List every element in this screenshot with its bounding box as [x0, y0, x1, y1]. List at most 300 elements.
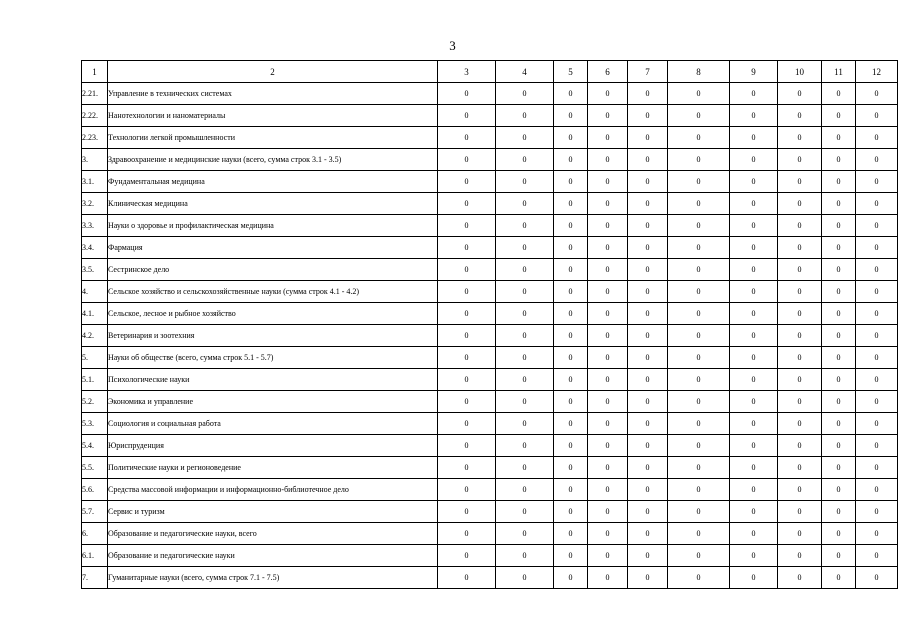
cell-value: 0	[496, 149, 554, 171]
cell-value: 0	[628, 369, 668, 391]
row-name: Сервис и туризм	[108, 501, 438, 523]
cell-value: 0	[496, 479, 554, 501]
cell-value: 0	[668, 105, 730, 127]
cell-value: 0	[554, 523, 588, 545]
cell-value: 0	[822, 259, 856, 281]
cell-value: 0	[730, 567, 778, 589]
cell-value: 0	[438, 259, 496, 281]
cell-value: 0	[668, 281, 730, 303]
cell-value: 0	[628, 127, 668, 149]
table-row	[82, 193, 898, 215]
cell-value: 0	[438, 325, 496, 347]
row-name: Сельское, лесное и рыбное хозяйство	[108, 303, 438, 325]
cell-value: 0	[730, 215, 778, 237]
row-name: Политические науки и регионоведение	[108, 457, 438, 479]
cell-value: 0	[856, 545, 898, 567]
table-row	[82, 149, 898, 171]
row-name: Образование и педагогические науки	[108, 545, 438, 567]
cell-value: 0	[438, 391, 496, 413]
cell-value: 0	[554, 259, 588, 281]
cell-value: 0	[856, 193, 898, 215]
row-code: 5.1.	[82, 369, 108, 391]
cell-value: 0	[668, 391, 730, 413]
cell-value: 0	[730, 105, 778, 127]
cell-value: 0	[778, 237, 822, 259]
cell-value: 0	[730, 523, 778, 545]
cell-value: 0	[496, 193, 554, 215]
cell-value: 0	[588, 545, 628, 567]
cell-value: 0	[588, 83, 628, 105]
cell-value: 0	[668, 149, 730, 171]
row-code: 3.4.	[82, 237, 108, 259]
column-header-4: 4	[496, 61, 554, 83]
cell-value: 0	[822, 435, 856, 457]
row-code: 7.	[82, 567, 108, 589]
cell-value: 0	[730, 259, 778, 281]
table-row	[82, 391, 898, 413]
row-name: Науки о здоровье и профилактическая медицина	[108, 215, 438, 237]
row-code: 2.23.	[82, 127, 108, 149]
row-name: Сельское хозяйство и сельскохозяйственные науки (сумма строк 4.1 - 4.2)	[108, 281, 438, 303]
cell-value: 0	[778, 479, 822, 501]
cell-value: 0	[554, 281, 588, 303]
row-name: Нанотехнологии и наноматериалы	[108, 105, 438, 127]
cell-value: 0	[496, 457, 554, 479]
page-number: 3	[449, 38, 456, 53]
cell-value: 0	[778, 347, 822, 369]
cell-value: 0	[668, 127, 730, 149]
table-row	[82, 523, 898, 545]
cell-value: 0	[628, 457, 668, 479]
cell-value: 0	[554, 435, 588, 457]
cell-value: 0	[856, 105, 898, 127]
cell-value: 0	[668, 479, 730, 501]
cell-value: 0	[668, 171, 730, 193]
cell-value: 0	[628, 171, 668, 193]
cell-value: 0	[588, 479, 628, 501]
cell-value: 0	[856, 347, 898, 369]
row-name: Науки об обществе (всего, сумма строк 5.1 - 5.7)	[108, 347, 438, 369]
cell-value: 0	[496, 281, 554, 303]
cell-value: 0	[668, 237, 730, 259]
cell-value: 0	[778, 545, 822, 567]
cell-value: 0	[496, 325, 554, 347]
cell-value: 0	[668, 325, 730, 347]
column-header-5: 5	[554, 61, 588, 83]
column-header-10: 10	[778, 61, 822, 83]
row-name: Фармация	[108, 237, 438, 259]
row-code: 5.7.	[82, 501, 108, 523]
cell-value: 0	[730, 413, 778, 435]
header-row	[82, 61, 898, 83]
cell-value: 0	[822, 457, 856, 479]
cell-value: 0	[588, 347, 628, 369]
cell-value: 0	[628, 193, 668, 215]
cell-value: 0	[778, 171, 822, 193]
cell-value: 0	[496, 545, 554, 567]
cell-value: 0	[554, 193, 588, 215]
cell-value: 0	[856, 523, 898, 545]
cell-value: 0	[778, 303, 822, 325]
row-code: 5.4.	[82, 435, 108, 457]
cell-value: 0	[668, 457, 730, 479]
cell-value: 0	[778, 501, 822, 523]
cell-value: 0	[730, 369, 778, 391]
cell-value: 0	[554, 457, 588, 479]
row-code: 5.3.	[82, 413, 108, 435]
row-name: Социология и социальная работа	[108, 413, 438, 435]
cell-value: 0	[822, 413, 856, 435]
cell-value: 0	[588, 457, 628, 479]
column-header-9: 9	[730, 61, 778, 83]
cell-value: 0	[588, 171, 628, 193]
cell-value: 0	[588, 523, 628, 545]
cell-value: 0	[496, 237, 554, 259]
cell-value: 0	[730, 281, 778, 303]
cell-value: 0	[588, 193, 628, 215]
row-code: 2.22.	[82, 105, 108, 127]
cell-value: 0	[668, 501, 730, 523]
cell-value: 0	[822, 303, 856, 325]
cell-value: 0	[588, 127, 628, 149]
cell-value: 0	[822, 545, 856, 567]
table-row	[82, 479, 898, 501]
cell-value: 0	[438, 567, 496, 589]
table-row	[82, 567, 898, 589]
row-name: Средства массовой информации и информационно-библиотечное дело	[108, 479, 438, 501]
cell-value: 0	[856, 281, 898, 303]
cell-value: 0	[554, 391, 588, 413]
cell-value: 0	[496, 391, 554, 413]
cell-value: 0	[554, 545, 588, 567]
cell-value: 0	[856, 127, 898, 149]
cell-value: 0	[730, 347, 778, 369]
cell-value: 0	[628, 567, 668, 589]
cell-value: 0	[822, 347, 856, 369]
cell-value: 0	[778, 259, 822, 281]
cell-value: 0	[668, 435, 730, 457]
cell-value: 0	[496, 413, 554, 435]
row-code: 3.5.	[82, 259, 108, 281]
row-code: 3.2.	[82, 193, 108, 215]
cell-value: 0	[856, 567, 898, 589]
cell-value: 0	[588, 303, 628, 325]
cell-value: 0	[628, 523, 668, 545]
cell-value: 0	[822, 479, 856, 501]
row-name: Клиническая медицина	[108, 193, 438, 215]
row-code: 6.	[82, 523, 108, 545]
cell-value: 0	[496, 83, 554, 105]
cell-value: 0	[778, 413, 822, 435]
row-code: 4.	[82, 281, 108, 303]
statistics-table	[81, 60, 898, 589]
cell-value: 0	[496, 215, 554, 237]
cell-value: 0	[730, 545, 778, 567]
row-name: Психологические науки	[108, 369, 438, 391]
cell-value: 0	[856, 325, 898, 347]
cell-value: 0	[668, 259, 730, 281]
cell-value: 0	[730, 193, 778, 215]
cell-value: 0	[438, 369, 496, 391]
cell-value: 0	[856, 479, 898, 501]
cell-value: 0	[628, 83, 668, 105]
cell-value: 0	[856, 501, 898, 523]
cell-value: 0	[730, 149, 778, 171]
cell-value: 0	[588, 369, 628, 391]
cell-value: 0	[856, 149, 898, 171]
cell-value: 0	[588, 215, 628, 237]
cell-value: 0	[588, 413, 628, 435]
cell-value: 0	[822, 281, 856, 303]
cell-value: 0	[496, 369, 554, 391]
cell-value: 0	[438, 523, 496, 545]
cell-value: 0	[822, 391, 856, 413]
cell-value: 0	[554, 325, 588, 347]
row-name: Образование и педагогические науки, всего	[108, 523, 438, 545]
cell-value: 0	[554, 567, 588, 589]
cell-value: 0	[628, 347, 668, 369]
cell-value: 0	[856, 369, 898, 391]
cell-value: 0	[778, 435, 822, 457]
cell-value: 0	[438, 435, 496, 457]
cell-value: 0	[628, 215, 668, 237]
column-header-7: 7	[628, 61, 668, 83]
cell-value: 0	[856, 215, 898, 237]
cell-value: 0	[668, 347, 730, 369]
row-code: 5.6.	[82, 479, 108, 501]
cell-value: 0	[856, 457, 898, 479]
table-row	[82, 105, 898, 127]
cell-value: 0	[668, 369, 730, 391]
table-row	[82, 281, 898, 303]
table-row	[82, 259, 898, 281]
cell-value: 0	[628, 501, 668, 523]
cell-value: 0	[628, 149, 668, 171]
cell-value: 0	[588, 325, 628, 347]
cell-value: 0	[554, 413, 588, 435]
cell-value: 0	[554, 105, 588, 127]
cell-value: 0	[730, 127, 778, 149]
cell-value: 0	[588, 149, 628, 171]
table-row	[82, 457, 898, 479]
cell-value: 0	[856, 171, 898, 193]
cell-value: 0	[856, 237, 898, 259]
cell-value: 0	[730, 435, 778, 457]
cell-value: 0	[822, 325, 856, 347]
row-code: 3.3.	[82, 215, 108, 237]
cell-value: 0	[730, 303, 778, 325]
cell-value: 0	[438, 479, 496, 501]
table-row	[82, 215, 898, 237]
cell-value: 0	[554, 303, 588, 325]
cell-value: 0	[554, 83, 588, 105]
cell-value: 0	[668, 303, 730, 325]
cell-value: 0	[730, 391, 778, 413]
cell-value: 0	[628, 325, 668, 347]
cell-value: 0	[822, 501, 856, 523]
cell-value: 0	[822, 237, 856, 259]
cell-value: 0	[438, 105, 496, 127]
cell-value: 0	[822, 523, 856, 545]
cell-value: 0	[588, 391, 628, 413]
table-row	[82, 413, 898, 435]
row-code: 5.	[82, 347, 108, 369]
cell-value: 0	[730, 457, 778, 479]
cell-value: 0	[554, 369, 588, 391]
cell-value: 0	[588, 435, 628, 457]
cell-value: 0	[668, 215, 730, 237]
cell-value: 0	[554, 347, 588, 369]
cell-value: 0	[438, 127, 496, 149]
cell-value: 0	[730, 83, 778, 105]
cell-value: 0	[438, 347, 496, 369]
cell-value: 0	[496, 567, 554, 589]
cell-value: 0	[496, 127, 554, 149]
row-code: 4.1.	[82, 303, 108, 325]
cell-value: 0	[628, 105, 668, 127]
cell-value: 0	[588, 237, 628, 259]
cell-value: 0	[554, 237, 588, 259]
column-header-1: 1	[82, 61, 108, 83]
table-row	[82, 171, 898, 193]
cell-value: 0	[778, 369, 822, 391]
cell-value: 0	[668, 413, 730, 435]
cell-value: 0	[628, 237, 668, 259]
cell-value: 0	[496, 259, 554, 281]
cell-value: 0	[628, 303, 668, 325]
row-code: 4.2.	[82, 325, 108, 347]
cell-value: 0	[554, 479, 588, 501]
row-name: Управление в технических системах	[108, 83, 438, 105]
column-header-6: 6	[588, 61, 628, 83]
cell-value: 0	[438, 215, 496, 237]
cell-value: 0	[554, 127, 588, 149]
cell-value: 0	[588, 501, 628, 523]
cell-value: 0	[438, 413, 496, 435]
cell-value: 0	[438, 545, 496, 567]
row-code: 5.5.	[82, 457, 108, 479]
cell-value: 0	[668, 567, 730, 589]
cell-value: 0	[496, 435, 554, 457]
row-code: 2.21.	[82, 83, 108, 105]
cell-value: 0	[856, 259, 898, 281]
cell-value: 0	[822, 149, 856, 171]
row-code: 6.1.	[82, 545, 108, 567]
column-header-2: 2	[108, 61, 438, 83]
cell-value: 0	[822, 193, 856, 215]
cell-value: 0	[438, 193, 496, 215]
cell-value: 0	[668, 83, 730, 105]
cell-value: 0	[438, 237, 496, 259]
cell-value: 0	[730, 479, 778, 501]
cell-value: 0	[778, 281, 822, 303]
cell-value: 0	[588, 281, 628, 303]
cell-value: 0	[628, 259, 668, 281]
cell-value: 0	[822, 567, 856, 589]
cell-value: 0	[554, 501, 588, 523]
cell-value: 0	[856, 435, 898, 457]
cell-value: 0	[438, 303, 496, 325]
cell-value: 0	[668, 193, 730, 215]
cell-value: 0	[588, 259, 628, 281]
cell-value: 0	[778, 193, 822, 215]
cell-value: 0	[778, 391, 822, 413]
cell-value: 0	[554, 215, 588, 237]
table-row	[82, 83, 898, 105]
row-name: Здравоохранение и медицинские науки (всего, сумма строк 3.1 - 3.5)	[108, 149, 438, 171]
row-name: Сестринское дело	[108, 259, 438, 281]
row-code: 3.1.	[82, 171, 108, 193]
cell-value: 0	[730, 171, 778, 193]
cell-value: 0	[778, 149, 822, 171]
cell-value: 0	[822, 83, 856, 105]
cell-value: 0	[778, 457, 822, 479]
cell-value: 0	[730, 501, 778, 523]
cell-value: 0	[730, 325, 778, 347]
column-header-11: 11	[822, 61, 856, 83]
cell-value: 0	[628, 281, 668, 303]
cell-value: 0	[438, 501, 496, 523]
cell-value: 0	[588, 567, 628, 589]
table-row	[82, 369, 898, 391]
cell-value: 0	[856, 83, 898, 105]
row-name: Фундаментальная медицина	[108, 171, 438, 193]
cell-value: 0	[778, 523, 822, 545]
column-header-12: 12	[856, 61, 898, 83]
cell-value: 0	[856, 413, 898, 435]
cell-value: 0	[438, 457, 496, 479]
cell-value: 0	[822, 127, 856, 149]
cell-value: 0	[628, 435, 668, 457]
cell-value: 0	[668, 523, 730, 545]
row-name: Ветеринария и зоотехния	[108, 325, 438, 347]
cell-value: 0	[438, 83, 496, 105]
cell-value: 0	[778, 567, 822, 589]
table-row	[82, 501, 898, 523]
cell-value: 0	[778, 127, 822, 149]
cell-value: 0	[856, 303, 898, 325]
cell-value: 0	[856, 391, 898, 413]
table-row	[82, 545, 898, 567]
table-row	[82, 347, 898, 369]
row-name: Экономика и управление	[108, 391, 438, 413]
cell-value: 0	[496, 105, 554, 127]
cell-value: 0	[496, 523, 554, 545]
cell-value: 0	[496, 303, 554, 325]
column-header-3: 3	[438, 61, 496, 83]
table-row	[82, 237, 898, 259]
cell-value: 0	[438, 149, 496, 171]
cell-value: 0	[588, 105, 628, 127]
cell-value: 0	[554, 171, 588, 193]
cell-value: 0	[496, 501, 554, 523]
column-header-8: 8	[668, 61, 730, 83]
cell-value: 0	[496, 347, 554, 369]
cell-value: 0	[778, 325, 822, 347]
cell-value: 0	[628, 413, 668, 435]
cell-value: 0	[778, 83, 822, 105]
row-name: Гуманитарные науки (всего, сумма строк 7.1 - 7.5)	[108, 567, 438, 589]
cell-value: 0	[822, 171, 856, 193]
cell-value: 0	[730, 237, 778, 259]
cell-value: 0	[778, 105, 822, 127]
row-code: 3.	[82, 149, 108, 171]
cell-value: 0	[496, 171, 554, 193]
cell-value: 0	[822, 215, 856, 237]
cell-value: 0	[554, 149, 588, 171]
cell-value: 0	[438, 281, 496, 303]
cell-value: 0	[778, 215, 822, 237]
